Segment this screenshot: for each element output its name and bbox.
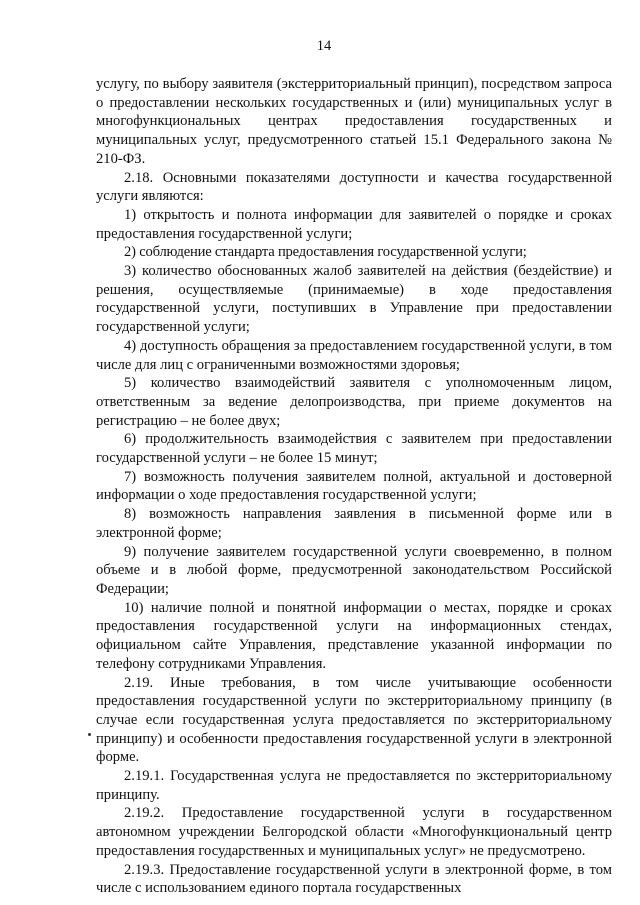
page-number: 14 <box>316 38 332 54</box>
paragraph: 7) возможность получения заявителем полной, актуальной и достоверной информации о ходе предоставления государственной услуги; <box>96 468 612 504</box>
paragraph: 2.19.3. Предоставление государственной услуги в электронной форме, в том числе с использованием единого портала государственных <box>96 861 612 897</box>
paragraph: 2.18. Основными показателями доступности и качества государственной услуги являются: <box>96 169 612 205</box>
paragraph: 2.19.1. Государственная услуга не предоставляется по экстерриториальному принципу. <box>96 768 612 803</box>
paragraph: 10) наличие полной и понятной информации о местах, порядке и сроках предоставления государственной услуги на информационных стендах, официальном сайте Управления, представление указанной информации по телефону сотрудниками Управления. <box>96 599 612 672</box>
paragraph: 2) соблюдение стандарта предоставления государственной услуги; <box>124 244 527 261</box>
paragraph: услугу, по выбору заявителя (экстерриториальный принцип), посредством запроса о предоставлении нескольких государственных и (или) муниципальных услуг в многофункциональных центрах предоставления государственных и муниципальных услуг, предусмотренного статьей 15.1 Федерального закона № 210-ФЗ. <box>96 76 612 167</box>
paragraph: 2.19. Иные требования, в том числе учитывающие особенности предоставления государственной услуги по экстерриториальному принципу (в случае если государственная услуга предоставляется по экстерриториальному принципу) и особенности предоставления государственной услуги в электронной форме. <box>96 674 612 766</box>
paragraph: 8) возможность направления заявления в письменной форме или в электронной форме; <box>96 506 612 541</box>
scan-speck <box>88 733 91 736</box>
paragraph: 5) количество взаимодействий заявителя с уполномоченным лицом, ответственным за ведение делопроизводства, при приеме документов на регистрацию – не более двух; <box>96 375 612 429</box>
paragraph: 9) получение заявителем государственной услуги своевременно, в полном объеме и в любой форме, предусмотренной законодательством Российской Федерации; <box>96 543 612 597</box>
paragraph: 3) количество обоснованных жалоб заявителей на действия (бездействие) и решения, осуществляемые (принимаемые) в ходе предоставления государственной услуги, поступивших в Управление при предоставлении государственной услуги; <box>96 263 612 336</box>
document-body <box>96 75 612 898</box>
paragraph: 2.19.2. Предоставление государственной услуги в государственном автономном учреждении Белгородской области «Многофункциональный центр предоставления государственных и муниципальных услуг» не предусмотрено. <box>96 805 612 859</box>
paragraph: 6) продолжительность взаимодействия с заявителем при предоставлении государственной услуги – не более 15 минут; <box>96 431 612 467</box>
paragraph: 4) доступность обращения за предоставлением государственной услуги, в том числе для лиц с ограниченными возможностями здоровья; <box>96 337 612 373</box>
paragraph: 1) открытость и полнота информации для заявителей о порядке и сроках предоставления государственной услуги; <box>96 206 612 242</box>
